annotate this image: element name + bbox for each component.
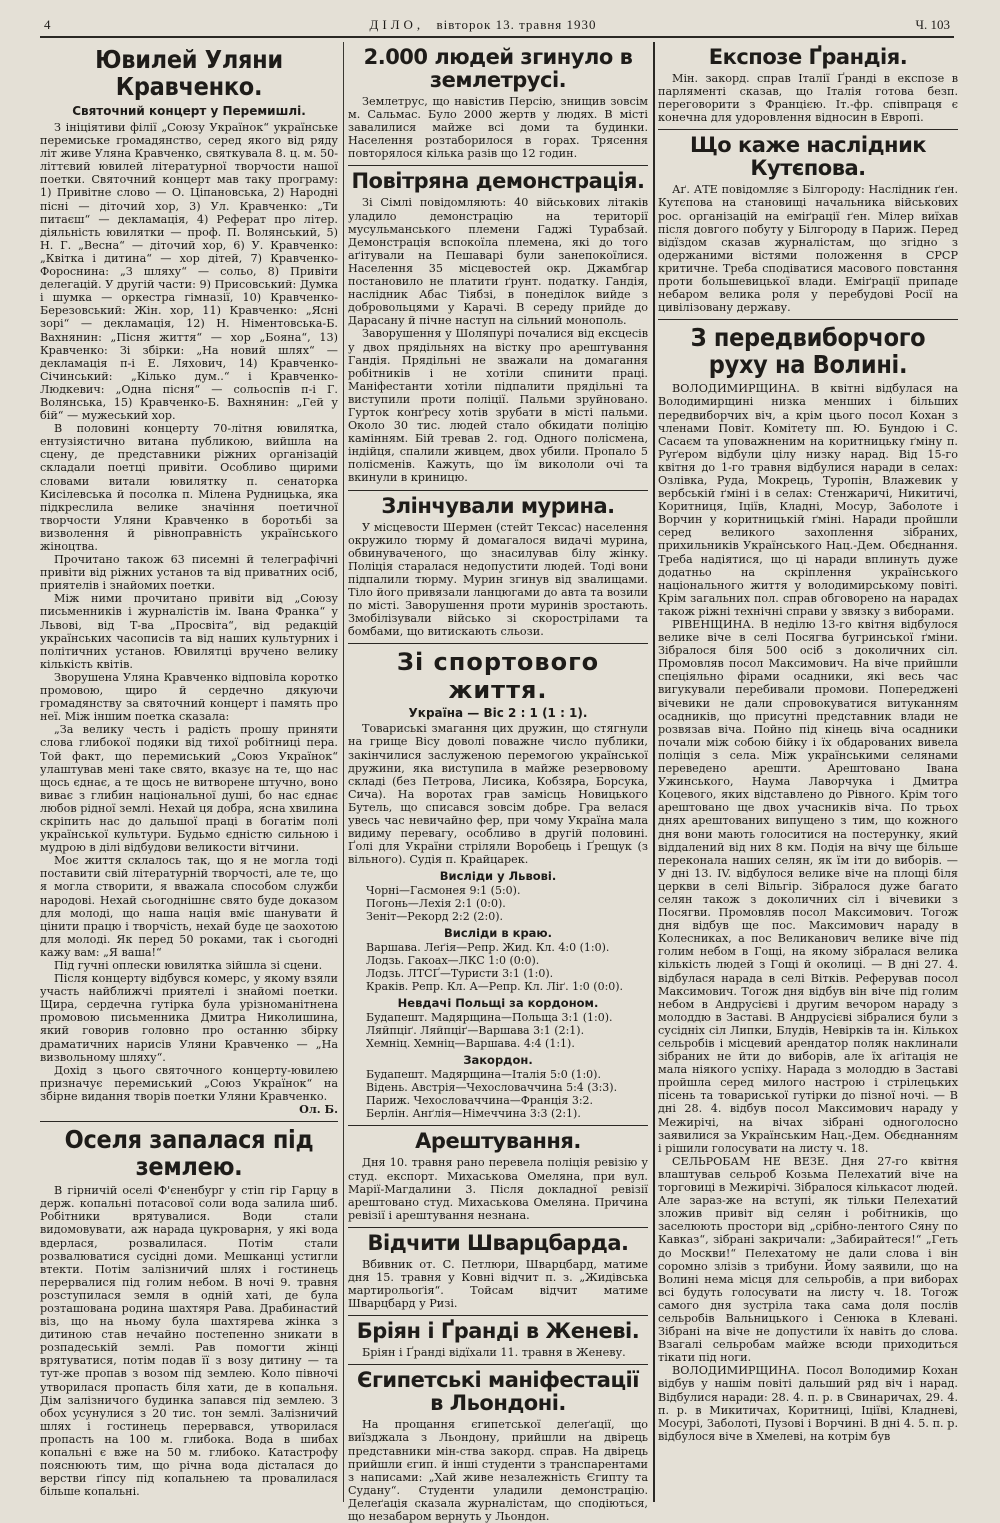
page-number: 4 [44, 17, 51, 32]
results-group-title: Невдачі Польщі за кордоном. [397, 996, 599, 1011]
article-divider [348, 165, 648, 166]
paragraph: В половині концерту 70-літня ювилятка, ентузіястично витана публикою, вийшла на сцену, де представники ріжних організацій складали поетці привіти. Особливо щирими словами витали ювилятку п. сенаторка Кисілевська й посолка п. Мілена Рудницька, яка підкреслила велике значіння поетичної творчости Уляни Кравченко в боротьбі за визволення й рівноправність українського жіноцтва. [40, 422, 338, 553]
column-3 [658, 42, 958, 1523]
article-divider [40, 1121, 338, 1122]
article-title: Арештування. [415, 1129, 581, 1154]
result-line: Хемніц. Хемніц—Варшава. 4:4 (1:1). [366, 1037, 575, 1051]
column-divider [343, 42, 344, 1502]
paragraph: Між ними прочитано привіти від „Союзу письменників і журналістів ім. Івана Франка“ у Львові, від Т-ва „Просвіта“, від редакцій українських часописів та від наших культурних і політичних установ. Ювилятці вручено велику кількість квітів. [40, 592, 338, 671]
paragraph: ВОЛОДИМИРЩИНА. Посол Володимир Кохан відбув у нашім повіті дальший ряд віч і нарад. Відбулися наради: 28. 4. п. р. в Свинаричах, 29. 4. п. р. в Микитичах, Коритниці, Іціїві, Кладневі, Мосурі, Заболоті, Пузові і Ворчині. В дні 4. 5. п. р. відбулося віче в Хмелеві, на котрім був [658, 1364, 958, 1443]
paragraph: Заворушення у Шоляпурі почалися від ексцесів у двох прядільнях на вістку про арештування Гандія. Прядільні не зважали на домагання робітників і не хотіли спинити праці. Маніфестанти хотіли підпалити прядільні та виступили проти поліції. Пальми зруйновано. Гурток конґресу хотів зрубати в місті пальми. Около 30 тис. людей стало обкидати поліцію камінням. Бій тревав 2. год. Одного полісмена, індійця, спалили живцем, двох убили. Пропало 5 полісменів. Кажуть, що їм викололи очі та вкинули в криницю. [348, 327, 648, 485]
paragraph: ВОЛОДИМИРЩИНА. В квітні відбулася на Володимирщині низка менших і більших передвиборчих віч, а крім цього посол Кохан з членами Повіт. Комітету пп. Ю. Бундою і С. Сасаєм та уповажненим на коритницьку ґміну п. Руґером відбули цілу низку нарад. Від 15-го квітня до 1-го травня відбулися наради в селах: Озлівка, Руда, Мокрець, Туропін, Влажевик у вербській ґміні і в селах: Стенжаричі, Никитичі, Коритниця, Іціїв, Кладні, Мосур, Заболоте і Ворчин у коритницькій ґміні. Наради пройшли серед великого захоплення зібраних, прихильників Українського Нац.-Дем. Обєднання. Треба надіятися, що ці наради вплинуть дуже додатньо на скріплення українського національного життя у володимирському повіті. Крім загальних пол. справ обговорено на нарадах також ріжні технічні справи у звязку з виборами. [658, 382, 958, 618]
paragraph: „За велику честь і радість прошу приняти слова глибокої подяки від тихої робітниці пера. Той факт, що перемиський „Союз Українок“ улаштував мені таке свято, вказує на те, що нас щось єднає, а те щось не витворене штучно, воно виває з глибин національної душі, бо нас єднає любов рідної землі. Нехай ця добра, ясна хвилина скріпить нас до дальшої праці в богатім полі української культури. Будьмо єдністю сильною і мудрою в ділі відбудови великости вітчини. [40, 723, 338, 855]
result-line: Краків. Репр. Кл. А—Репр. Кл. Ліґ. 1:0 (0:0). [366, 980, 624, 994]
article-title: Що каже наслідник Кутєпова. [689, 133, 927, 181]
results-list [348, 869, 648, 1120]
paragraph: Дня 10. травня рано перевела поліція ревізію у студ. експорт. Михаськова Омеляна, при вул. Марії-Магдалини 3. Після докладної ревізії арештовано студ. Михаськова Омеляна. Причина ревізії і арештування незнана. [348, 1156, 648, 1222]
paragraph: Землетрус, що навістив Персію, знищив зовсім м. Сальмас. Було 2000 жертв у людях. В місті завалилися майже всі доми та будинки. Населення розтаборилося в горах. Трясення повторялося кілька разів що 12 годин. [348, 95, 648, 161]
paragraph: З ініціятиви філії „Союзу Українок“ українське перемиське громадянство, серед якого від ряду літ живе Уляна Кравченко, святкувала 8. ц. м. 50-літтєвий ювилей літературної творчости нашої поетки. Святочний концерт мав таку програму: 1) Привітне слово — О. Ціпановська, 2) Народні пісні — діточий хор, 3) Ул. Кравченко: „Ти питаєш“ — декламація, 4) Реферат про літер. діяльність ювилятки — проф. П. Волянський, 5) Н. Г. „Весна“ — діточий хор, 6) У. Кравченко: „Квітка і дитина“ — хор дітей, 7) Кравченко-Фороснина: „З шляху“ — сольо, 8) Привіти делегацій. У другій части: 9) Присовський: Думка і шумка — оркестра гімназії, 10) Кравченко-Березовський: Жін. хор, 11) Кравченко: „Ясні зорі“ — декламація, 12) Н. Німентовська-Б. Вахнянин: „Пісня життя“ — хор „Бояна“, 13) Кравченко: Зі збірки: „На новий шлях“ — декламація п-і Е. Ляхович, 14) Кравченко-Січинський: „Кілько дум..“ і Кравченко-Людкевич: „Одна пісня“ — сольоспів п-і Г. Волянська, 15) Кравченко-Б. Вахнянин: „Гей у бій“ — мужеський хор. [40, 121, 338, 423]
paragraph: Під гучні оплески ювилятка зійшла зі сцени. [54, 959, 323, 972]
column-divider [653, 42, 655, 1502]
result-line: Лодзь. ЛТСҐ—Туристи 3:1 (1:0). [366, 967, 554, 981]
article-title: Повітряна демонстрація. [351, 169, 645, 194]
paragraph: Мін. закорд. справ Італії Ґранді в експозе в парляменті сказав, що Італія готова безп. переговорити з Францією. Іт.-фр. співпраця є конечна для удоровлення відносин в Европі. [658, 72, 958, 125]
paragraph: Вбивник от. С. Петлюри, Шварцбард, матиме дня 15. травня у Ковні відчит п. з. „Жидівська мартирольоґія“. Тойсам відчит матиме Шварцбард у Ризі. [348, 1257, 648, 1311]
columns [40, 42, 958, 1523]
paragraph: В гірничій оселі Ф'єненбург у стіп гір Гарцу в держ. копальні потасової соли вода залила шиб. Робітники врятувалися. Води стали видомовувати, аж нарада цукроварня, у які вода вдерлася, розвалилася. Потім стали розвалюватися сусідні доми. Мешканці устигли втекти. Потім залізничий шлях і гостинець перервалися під голим небом. В ночі 9. травня розступилася земля в одній хаті, де була розташована родина шахтяря Рава. Драбинастий віз, що на ньому була шахтярева жінка з дитиною став нечайно постепенно зникати в розпадеській землі. Рав помогти жінці врятуватися, потім подав її з возу дитину — та тут-же пропав з возом під землею. Коло півночі утворилася пропасть біля хати, де в копальня. Дім залізничого будинка запався під землею. З обох усунулися з 20 тис. тон землі. Залізничий шлях і гостинець перервався, утворилася пропасть на 100 м. глибока. Вода в шибах копальні є вже на 50 м. глибоко. Катастрофу пояснюють тим, що річна вода дісталася до верстви ґіпсу під копальнею та провалилася більше копальні. [40, 1184, 338, 1499]
result-line: Погонь—Лехія 2:1 (0:0). [366, 897, 506, 911]
result-line: Зеніт—Рекорд 2:2 (2:0). [366, 910, 504, 924]
column-2 [348, 42, 648, 1523]
article-divider [348, 1364, 648, 1365]
column-1 [40, 42, 338, 1523]
article-divider [348, 1227, 648, 1228]
paragraph: Зі Сімлі повідомляють: 40 військових літаків уладило демонстрацію на території мусульманського племени Гаджі Турабзай. Демонстрація вспокоїла племена, які до того аґітували на Пешаварі були занепокоїлися. Населення 35 місцевостей окр. Джамбгар постановило не платити ґрунт. податку. Гандія, наслідник Абас Тіябзі, в понеділок вийде з добровольцями у Карачі. В середу прийде до Дарасану й пічне наступ на сільний монополь. [348, 196, 648, 328]
article-divider [658, 129, 958, 130]
issue-date: вівторок 13. травня 1930 [436, 17, 597, 32]
paragraph: Прочитано також 63 писемні й телеграфічні привіти від ріжних установ та від приватних осіб, приятелів і знайомих поетки. [40, 553, 338, 593]
article-body [40, 121, 338, 1116]
article-title: Експозе Ґрандія. [708, 45, 908, 69]
result-line: Будапешт. Мадярщина—Італія 5:0 (1:0). [366, 1068, 601, 1082]
article-divider [348, 643, 648, 644]
result-line: Будапешт. Мадярщина—Польща 3:1 (1:0). [366, 1011, 613, 1025]
signature: Ол. Б. [299, 1102, 338, 1117]
paragraph: Аґ. АТЕ повідомляє з Білгороду: Наслідник ґен. Кутєпова на становищі начальника військових рос. організацій на еміґрації ґен. Мілер виїхав після довгого побуту у Білгороду в Париж. Перед відїздом сказав журналістам, що згідно з одержаними вістями положення в СРСР критичне. Треба сподіватися масового повстання проти большевицької влади. Еміґрації припаде небаром велика роля у перебудові Росії на цивілізовану державу. [658, 183, 958, 315]
result-line: Париж. Чехословаччина—Франція 3:2. [366, 1094, 594, 1108]
article-title: Оселя запалася під землею. [64, 1125, 314, 1182]
paragraph: Зворушена Уляна Кравченко відповіла коротко промовою, щиро й сердечно дякуючи громадянству за святочний концерт і память про неї. Між іншим поетка сказала: [40, 670, 338, 724]
paragraph: СЕЛЬРОБАМ НЕ ВЕЗЕ. Дня 27-го квітня влаштував сельроб Козьма Пелехатий віче на торговиці в Межирічі. Зібралося кількасот людей. Але зараз-же на вступі, як тільки Пелехатий зложив привіт від селян і робітників, що заселюють простори від „срібно-лентого Сяну по Кавказ“, зібрані закричали: „Забирайтеся!“ „Геть до Москви!“ Пелехатому не дали слова і він соромно злізів з трибуни. Йому заявили, що на Волині нема місця для сельробів, а при виборах всі будуть голосувати на листу ч. 18. Тогож самого дня зустріла така сама доля послів сельробів Вальницького і Сенюка в Клевані. Зібрані на віче не допустили їх навіть до слова. Взагалі сельробам майже всюди приходиться тікати під ноги. [658, 1154, 958, 1365]
paragraph: Товариські змагання цих дружин, що стягнули на грище Вісу доволі поважне число публики, закінчилися заслуженою перемогою української дружини, яка виступила в майже резервовому складі (без Петрова, Лисика, Кобзяра, Борсука, Сича). На воротах грав замісць Новицького Бутель, що списався зовсім добре. Гра велася увесь час невичайно фер, при чому Україна мала видиму перевагу, особливо в другій половині. Ґолі для України стріляли Воробець і Ґрещук (з вільного). Судія п. Крайцарек. [348, 722, 648, 867]
article-title: Єгипетські маніфестації в Льондоні. [357, 1368, 639, 1416]
result-line: Варшава. Леґія—Репр. Жид. Кл. 4:0 (1:0). [366, 941, 610, 955]
results-group-title: Закордон. [463, 1053, 533, 1068]
paragraph: Дохід з цього святочного концерту-ювилею призначує перемиський „Союз Українок“ на збірне видання творів поетки Уляни Кравченко. [40, 1063, 338, 1103]
masthead [40, 14, 954, 38]
paragraph: Після концерту відбувся комерс, у якому взяли участь найближчі приятелі і знайомі поетки. Щира, сердечна гутірка була урізноманітнена промовою письменника Дмитра Николишина, який говорив головно про останню збірку драматичних нарисів Уляни Кравченко — „На визвольному шляху“. [40, 972, 338, 1064]
result-line: Чорні—Гасмонея 9:1 (5:0). [366, 884, 521, 898]
article-title: Бріян і Ґранді в Женеві. [356, 1319, 640, 1344]
result-line: Лодзь. Гакоах—ЛКС 1:0 (0:0). [366, 954, 540, 968]
article-divider [658, 319, 958, 320]
paragraph: На прощання єгипетської делеґації, що виїзджала з Льондону, прийшли на двірець представники мін-ства закорд. справ. На двірець прийшли єгип. й інші студенти з транспарентами з написами: „Хай живе незалежність Єгипту та Судану“. Студенти уладили демонстрацію. Делеґація сказала журналістам, що сподіються, що незабаром вернуть у Льондон. [348, 1418, 648, 1523]
result-line: Берлін. Анґлія—Німеччина 3:3 (2:1). [366, 1107, 581, 1121]
article-title: Злінчували мурина. [381, 493, 615, 518]
paragraph: Моє життя склалось так, що я не могла тоді поставити свій літературній творчості, але те, що я могла створити, я вважала способом служби народові. Нехай сьогоднішнє свято буде доказом для молоді, що наша нація вміє шанувати й цінити працю і творчість, нехай буде це заохотою для молоді. Як перед 50 роками, так і сьогодні кажу вам: „Я ваша!“ [40, 854, 338, 959]
article-divider [348, 490, 648, 491]
results-group-title: Висліди у Львові. [439, 869, 557, 884]
article-divider [348, 1125, 648, 1126]
article-title: Ювилей Уляни Кравченко. [95, 45, 283, 101]
paragraph: Бріян і Ґранді відїхали 11. травня в Женеву. [362, 1346, 626, 1360]
paragraph: РІВЕНЩИНА. В неділю 13-го квітня відбулося велике віче в селі Посягва бугринської ґміни. Зібралося біля 500 осіб з доколичних сіл. Промовляв посол Максимович. На віче прийшли спеціяльно фірами осадники, які весь час вигукували перебивали промови. Попереджені вічевики не дали спровокуватися витуканням осадників, що присутні представник влади не розвязав віча. Пойно під кінець віча осадники почали між собою бійку і їх обдарованих вивела поліція з села. Між українськими селянами переведено арешти. Арештовано Івана Ужинського, Наума Лаворчука і Дмитра Коцевого, яких відставлено до Рівного. Крім того арештовано ще двох учасників віча. По трьох днях арештованих випущено з тим, що кожного дня вони мають голоситися на постерунку, який віддалений від них 8 км. Подія на вічу ще більше переконала наших селян, як їм іти до виборів. — У дні 13. IV. відбулося велике віче на площі біля церкви в селі Вільгір. Зібралося дуже багато селян також з доколичних сіл і вічевики з Посягви. Промовляв посол Максимович. Тогож дня відбув ще пос. Максимович нараду в Колесниках, а пос Великанович велике віче під голим небом в Гощі, на якому зібралася велика кількість людей з Гощі й околиці. — В дні 27. 4. відбулася нарада в селі Вітків. Реферував посол Максимович. Тогож дня відбув він віче під голим небом в Андрусієві і другим вечором нараду з молоддю в Заставі. В Андрусієві зібралися були з сусідніх сіл Липки, Блудів, Невірків та ін. Кількох сельробів і місцевий арендатор поляк наклинали зібраних не йти до виборів, але їх аґітація не мала ніякого успіху. Нарада з молоддю в Заставі пройшла серед милого настрою і стрілецьких пісень та товариської гутірки до пізної ночі. — В дні 28. 4. відбув посол Максимович нараду у Межирічі, на вічах зібрані одноголосно заявилися за Українським Нац.-Дем. Обєднанням і рішили голосувати на листу ч. 18. [658, 618, 958, 1155]
results-group-title: Висліди в краю. [444, 926, 552, 941]
paragraph: У місцевости Шермен (стейт Тексас) населення окружило тюрму й домагалося видачі мурина, обвинуваченого, що знасилував білу жінку. Поліція старалася недопустити людей. Тоді вони підпалили тюрму. Мурин згинув від звалищами. Тіло його привязали ланцюгами до авта та возили по місті. Заворушення проти муринів зростають. Змобілізували військо зі скорострілами та бомбами, що витискають сльози. [348, 520, 648, 639]
article-title: Відчити Шварцбарда. [367, 1230, 629, 1255]
article-subtitle: Святочний концерт у Перемишлі. [72, 104, 306, 118]
article-title: З передвиборчого руху на Волині. [690, 323, 926, 380]
result-line: Ляйпціґ. Ляйпціґ—Варшава 3:1 (2:1). [366, 1024, 585, 1038]
result-line: Відень. Австрія—Чехословаччина 5:4 (3:3). [366, 1081, 618, 1095]
newspaper-title-date [370, 17, 597, 33]
newspaper-name: ДІЛО, [369, 17, 425, 32]
article-title: 2.000 людей згинуло в землетрусі. [363, 45, 633, 92]
section-title: Зі спортового життя. [396, 648, 600, 705]
issue-number: Ч. 103 [915, 17, 950, 32]
article-divider [348, 1315, 648, 1316]
match-headline: Україна — Віс 2 : 1 (1 : 1). [408, 706, 588, 721]
